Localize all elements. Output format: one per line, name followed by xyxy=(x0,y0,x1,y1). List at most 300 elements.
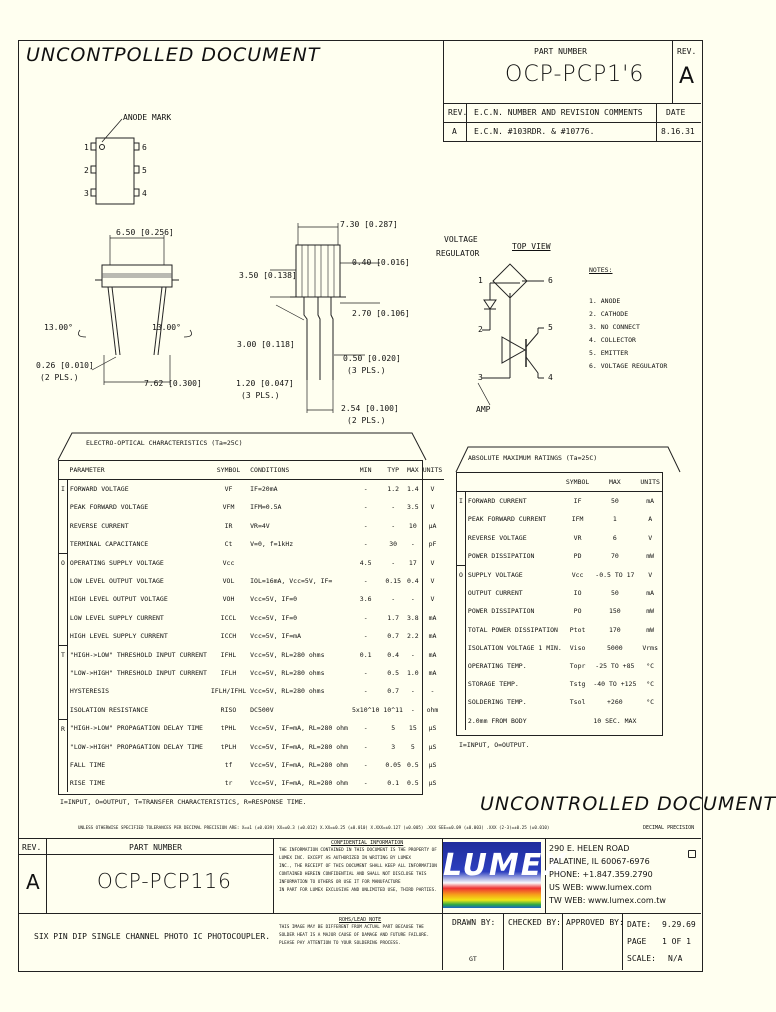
notes-title: NOTES: xyxy=(589,266,613,274)
electro-cell: mA xyxy=(428,613,437,622)
electro-cell: Vcc=5V, IF=0 xyxy=(250,613,298,622)
electro-cell: - xyxy=(410,540,415,549)
electro-cell: I xyxy=(59,480,67,499)
electro-cell: VOL xyxy=(222,577,235,586)
electro-cell: 10^11 xyxy=(383,705,403,714)
uncontrolled-document-title: UNCONTPOLLED DOCUMENT xyxy=(26,44,321,66)
lumex-logo-text: LUMEX xyxy=(443,848,569,883)
ecn-date: 8.16.31 xyxy=(661,127,695,136)
part-number: OCP-PCP1'6 xyxy=(505,62,645,87)
electro-cell: 3 xyxy=(391,742,396,751)
electro-header-cell: MIN xyxy=(350,461,381,480)
address-phone: PHONE: +1.847.359.2790 xyxy=(549,870,653,879)
absolute-cell: PO xyxy=(573,607,582,616)
absolute-row xyxy=(457,584,662,602)
electro-header-cell: CONDITIONS xyxy=(248,461,350,480)
scale-label: SCALE: xyxy=(627,954,656,963)
confidential-line-2: LUMEX INC. EXCEPT AS AUTHORIZED IN WRITING BY LUMEX xyxy=(279,856,411,861)
absolute-cell: 50 xyxy=(610,589,619,598)
address-line-1: 290 E. HELEN ROAD xyxy=(549,844,630,853)
anode-mark-label: ANODE MARK xyxy=(123,113,172,122)
electro-cell: LOW LEVEL OUTPUT VOLTAGE xyxy=(69,577,164,586)
absolute-cell: Vcc xyxy=(571,570,584,579)
electro-cell: µS xyxy=(428,724,437,733)
electro-cell: 0.1 xyxy=(359,650,372,659)
electro-cell: 1.2 xyxy=(387,485,400,494)
package-top-view xyxy=(80,110,160,205)
electro-cell xyxy=(59,756,67,774)
lumex-logo xyxy=(443,842,569,908)
electro-cell: - xyxy=(363,687,368,696)
absolute-cell: -40 TO +125 xyxy=(593,680,637,689)
absolute-cell: Tsol xyxy=(569,698,586,707)
electro-row xyxy=(59,627,444,646)
confidential-line-1: THE INFORMATION CONTAINED IN THIS DOCUMENT IS THE PROPERTY OF xyxy=(279,848,437,853)
electro-cell: 30 xyxy=(389,540,398,549)
address-us-web: US WEB: www.lumex.com xyxy=(549,883,652,892)
electro-row xyxy=(59,719,444,738)
absolute-cell xyxy=(457,529,465,547)
pin-label-6: 6 xyxy=(142,143,147,152)
ecn-rev: A xyxy=(452,127,457,136)
electro-cell: - xyxy=(410,705,415,714)
absolute-cell: V xyxy=(648,533,653,542)
electro-cell: - xyxy=(363,577,368,586)
dim-254-pls: (2 PLS.) xyxy=(347,416,386,425)
electro-row xyxy=(59,645,444,664)
absolute-cell: OPERATING TEMP. xyxy=(467,661,527,670)
absolute-cell: 5000 xyxy=(607,643,623,652)
electro-cell: Vcc=5V, RL=280 ohms xyxy=(250,650,325,659)
electro-cell: - xyxy=(363,724,368,733)
electro-cell: 1.4 xyxy=(406,485,419,494)
date-value: 9.29.69 xyxy=(662,920,696,929)
electro-cell: TERMINAL CAPACITANCE xyxy=(69,540,149,549)
absolute-header-cell: MAX xyxy=(591,473,638,492)
absolute-cell: mA xyxy=(646,589,655,598)
absolute-cell: 1 xyxy=(612,515,617,524)
electro-cell: Ct xyxy=(224,540,233,549)
absolute-cell: TOTAL POWER DISSIPATION xyxy=(467,625,558,634)
absolute-cell: Topr xyxy=(569,661,586,670)
address-tw-web: TW WEB: www.lumex.com.tw xyxy=(549,896,666,905)
top-view-label: TOP VIEW xyxy=(512,242,551,251)
electro-cell: 3.8 xyxy=(406,613,419,622)
electro-cell: T xyxy=(59,645,67,664)
absolute-cell xyxy=(457,657,465,675)
electro-cell: VR=4V xyxy=(250,521,270,530)
absolute-cell xyxy=(457,547,465,566)
angle-right: 13.00° xyxy=(152,323,181,332)
electro-cell: IOL=16mA, Vcc=5V, IF= xyxy=(250,577,333,586)
electro-cell: - xyxy=(363,521,368,530)
dim-050-pls: (3 PLS.) xyxy=(347,366,386,375)
dim-254: 2.54 [0.100] xyxy=(341,404,399,413)
ecn-header-date: DATE xyxy=(666,108,686,117)
scale-value: N/A xyxy=(668,954,683,963)
electro-cell: ICCH xyxy=(220,632,237,641)
absolute-cell: SUPPLY VOLTAGE xyxy=(467,570,523,579)
electro-cell: ICCL xyxy=(220,613,237,622)
electro-cell: pF xyxy=(428,540,437,549)
electro-row xyxy=(59,553,444,572)
electro-cell: Vcc=5V, IF=mA xyxy=(250,632,301,641)
absolute-cell: IFM xyxy=(571,515,584,524)
dim-650: 6.50 [0.256] xyxy=(116,228,174,237)
absolute-cell xyxy=(457,510,465,528)
electro-cell: - xyxy=(363,485,368,494)
absolute-cell: +260 xyxy=(607,698,623,707)
electro-cell: 0.4 xyxy=(406,577,419,586)
electro-row xyxy=(59,498,444,516)
pin-label-5: 5 xyxy=(142,166,147,175)
electro-cell: - xyxy=(363,742,368,751)
absolute-row xyxy=(457,711,662,729)
absolute-cell: °C xyxy=(646,680,655,689)
electro-footnote: I=INPUT, O=OUTPUT, T=TRANSFER CHARACTERISTICS, R=RESPONSE TIME. xyxy=(60,798,307,806)
electro-cell: 5 xyxy=(410,742,415,751)
dim-120-pls: (3 PLS.) xyxy=(241,391,280,400)
electro-cell: PEAK FORWARD VOLTAGE xyxy=(69,503,149,512)
electro-cell xyxy=(59,627,67,646)
page-value: 1 OF 1 xyxy=(662,937,691,946)
absolute-cell: mW xyxy=(646,607,655,616)
electro-cell: 0.7 xyxy=(387,632,400,641)
electro-cell: IR xyxy=(224,521,233,530)
bottom-rev-value: A xyxy=(26,870,40,894)
electro-cell: ohm xyxy=(426,705,439,714)
note-3: 3. NO CONNECT xyxy=(589,323,640,331)
note-1: 1. ANODE xyxy=(589,297,621,305)
ecn-comment: E.C.N. #103RDR. & #10776. xyxy=(474,127,595,136)
rohs-title: ROHS/LEAD NOTE xyxy=(339,917,382,923)
absolute-cell: POWER DISSIPATION xyxy=(467,552,535,561)
absolute-row xyxy=(457,657,662,675)
electro-row xyxy=(59,572,444,590)
schem-pin-4: 4 xyxy=(548,373,553,382)
electro-row xyxy=(59,590,444,608)
tolerance-note: UNLESS OTHERWISE SPECIFIED TOLERANCES PER DECIMAL PRECISION ARE: X=±1 (±0.039) XX=±0.3 (±0.012) X.XX=±0.25 (±0.010) X.XXX=±0.127 (±0.005) .XXX SEE=±0.09 (±0.003) .XXX (2-3)=±0.25 (±0.010) xyxy=(78,825,550,830)
electro-cell: HIGH LEVEL SUPPLY CURRENT xyxy=(69,632,168,641)
electro-cell: "LOW->HIGH" THRESHOLD INPUT CURRENT xyxy=(69,669,207,678)
dim-300: 3.00 [0.118] xyxy=(237,340,295,349)
absolute-cell: V xyxy=(648,570,653,579)
absolute-cell: VR xyxy=(573,533,582,542)
absolute-cell xyxy=(457,602,465,620)
electro-cell: O xyxy=(59,553,67,572)
voltage-regulator-label-2: REGULATOR xyxy=(436,249,480,258)
absolute-cell: °C xyxy=(646,661,655,670)
electro-cell xyxy=(59,682,67,700)
electro-cell: V xyxy=(430,485,435,494)
electro-cell: Vcc=5V, IF=mA, RL=280 ohm xyxy=(250,761,348,770)
absolute-cell: ISOLATION VOLTAGE 1 MIN. xyxy=(467,643,562,652)
date-label: DATE: xyxy=(627,920,652,929)
electro-cell: µS xyxy=(428,742,437,751)
note-5: 5. EMITTER xyxy=(589,349,629,357)
dim-120: 1.20 [0.047] xyxy=(236,379,294,388)
absolute-cell: REVERSE VOLTAGE xyxy=(467,533,527,542)
absolute-row xyxy=(457,492,662,511)
dim-050: 0.50 [0.020] xyxy=(343,354,401,363)
absolute-cell: OUTPUT CURRENT xyxy=(467,589,523,598)
electro-row xyxy=(59,738,444,756)
absolute-cell: 170 xyxy=(608,625,621,634)
uncontrolled-document-bottom: UNCONTROLLED DOCUMENT xyxy=(480,793,776,815)
absolute-cell: -0.5 TO 17 xyxy=(595,570,635,579)
absolute-cell xyxy=(457,584,465,602)
ecn-header-rev: REV. xyxy=(448,108,468,117)
absolute-cell: PEAK FORWARD CURRENT xyxy=(467,515,547,524)
absolute-row xyxy=(457,602,662,620)
electro-cell: "HIGH->LOW" THRESHOLD INPUT CURRENT xyxy=(69,650,207,659)
schem-pin-1: 1 xyxy=(478,276,483,285)
electro-row xyxy=(59,480,444,499)
absolute-table xyxy=(457,473,662,730)
electro-cell: VF xyxy=(224,485,233,494)
electro-cell: 0.4 xyxy=(387,650,400,659)
electro-cell xyxy=(59,590,67,608)
electro-cell: IF=20mA xyxy=(250,485,278,494)
rohs-line-2: SOLDER HEAT IS A MAJOR CAUSE OF DAMAGE AND FUTURE FAILURE. xyxy=(279,933,430,938)
electro-cell: RISE TIME xyxy=(69,779,106,788)
electro-cell: 5x10^10 xyxy=(351,705,380,714)
part-description: SIX PIN DIP SINGLE CHANNEL PHOTO IC PHOTOCOUPLER. xyxy=(34,932,271,941)
electro-cell: FORWARD VOLTAGE xyxy=(69,485,129,494)
confidential-line-3: INC., THE RECEIPT OF THIS DOCUMENT SHALL KEEP ALL INFORMATION xyxy=(279,864,437,869)
schem-pin-6: 6 xyxy=(548,276,553,285)
rev-label: REV. xyxy=(677,47,697,56)
electro-cell xyxy=(59,572,67,590)
electro-cell: VFM xyxy=(222,503,235,512)
electro-cell: DC500V xyxy=(250,705,274,714)
confidential-title: CONFIDENTIAL INFORMATION xyxy=(331,840,404,846)
electro-cell: Vcc=5V, IF=0 xyxy=(250,595,298,604)
absolute-footnote: I=INPUT, O=OUTPUT. xyxy=(459,741,530,749)
electro-cell: 15 xyxy=(408,724,417,733)
electro-cell: R xyxy=(59,719,67,738)
absolute-cell: 50 xyxy=(610,497,619,506)
electro-cell: µS xyxy=(428,779,437,788)
electro-header-cell: UNITS xyxy=(421,461,445,480)
pin-label-3: 3 xyxy=(84,189,89,198)
electro-row xyxy=(59,609,444,627)
absolute-cell xyxy=(457,711,465,729)
electro-cell: - xyxy=(363,503,368,512)
electro-cell xyxy=(59,498,67,516)
absolute-cell: °C xyxy=(646,698,655,707)
electro-header-cell: MAX xyxy=(405,461,421,480)
dim-270: 2.70 [0.106] xyxy=(352,309,410,318)
electro-cell: tPLH xyxy=(220,742,237,751)
absolute-cell: -25 TO +85 xyxy=(595,661,635,670)
electro-cell: Vcc=5V, RL=280 ohms xyxy=(250,669,325,678)
approved-by-label: APPROVED BY: xyxy=(566,918,624,927)
absolute-cell: 70 xyxy=(610,552,619,561)
absolute-header-cell: SYMBOL xyxy=(564,473,591,492)
note-2: 2. CATHODE xyxy=(589,310,629,318)
electro-header-cell xyxy=(59,461,67,480)
electro-cell: V xyxy=(430,558,435,567)
absolute-cell: POWER DISSIPATION xyxy=(467,607,535,616)
electro-row xyxy=(59,535,444,554)
absolute-cell: mA xyxy=(646,497,655,506)
drawn-by-value: GT xyxy=(469,955,477,963)
electro-cell: µS xyxy=(428,761,437,770)
schem-pin-5: 5 xyxy=(548,323,553,332)
absolute-cell: IF xyxy=(573,497,582,506)
electro-cell: V=0, f=1kHz xyxy=(250,540,294,549)
absolute-cell: PD xyxy=(573,552,582,561)
electro-row xyxy=(59,700,444,719)
dim-350: 3.50 [0.138] xyxy=(239,271,297,280)
voltage-regulator-label-1: VOLTAGE xyxy=(444,235,478,244)
electro-header-cell: TYP xyxy=(381,461,405,480)
absolute-row xyxy=(457,693,662,711)
pin-label-1: 1 xyxy=(84,143,89,152)
electro-cell: - xyxy=(430,687,435,696)
electro-header-cell: SYMBOL xyxy=(209,461,248,480)
electro-cell: 0.5 xyxy=(387,669,400,678)
electro-cell: 5 xyxy=(391,724,396,733)
electro-row xyxy=(59,756,444,774)
checked-by-label: CHECKED BY: xyxy=(508,918,561,927)
electro-cell: Vcc xyxy=(222,558,235,567)
electro-cell: mA xyxy=(428,650,437,659)
absolute-header-cell xyxy=(457,473,465,492)
electro-cell: 3.5 xyxy=(406,503,419,512)
electro-cell: ISOLATION RESISTANCE xyxy=(69,705,149,714)
absolute-cell xyxy=(457,693,465,711)
absolute-cell xyxy=(638,711,662,729)
part-number-label: PART NUMBER xyxy=(534,47,587,56)
drawn-by-label: DRAWN BY: xyxy=(452,918,496,927)
absolute-cell: mW xyxy=(646,552,655,561)
electro-row xyxy=(59,682,444,700)
absolute-row xyxy=(457,547,662,566)
electro-cell xyxy=(59,738,67,756)
note-4: 4. COLLECTOR xyxy=(589,336,636,344)
electro-cell: 17 xyxy=(408,558,417,567)
electro-cell: - xyxy=(391,595,396,604)
amp-label: AMP xyxy=(476,405,491,414)
electro-cell: 0.15 xyxy=(385,577,401,586)
ecn-header-comments: E.C.N. NUMBER AND REVISION COMMENTS xyxy=(474,108,643,117)
electro-cell: tf xyxy=(224,761,233,770)
electro-cell: 0.05 xyxy=(385,761,401,770)
absolute-cell: FORWARD CURRENT xyxy=(467,497,527,506)
electro-cell: - xyxy=(410,595,415,604)
electro-cell: - xyxy=(363,761,368,770)
electro-cell: IFHL xyxy=(220,650,237,659)
absolute-cell: Ptot xyxy=(569,625,586,634)
absolute-cell: I xyxy=(457,492,465,511)
rev-value: A xyxy=(679,64,695,89)
electro-cell: FALL TIME xyxy=(69,761,106,770)
electro-cell: - xyxy=(391,503,396,512)
electro-cell: - xyxy=(363,779,368,788)
bottom-part-number: OCP-PCP116 xyxy=(97,869,232,893)
electro-cell: 0.5 xyxy=(406,761,419,770)
electro-cell: REVERSE CURRENT xyxy=(69,521,129,530)
electro-cell: IFLH xyxy=(220,669,237,678)
electro-cell: - xyxy=(391,521,396,530)
absolute-row xyxy=(457,675,662,693)
electro-cell: Vcc=5V, IF=mA, RL=280 ohm xyxy=(250,779,348,788)
electro-cell: V xyxy=(430,577,435,586)
registered-mark xyxy=(688,850,696,858)
electro-cell: - xyxy=(391,558,396,567)
electro-cell: "HIGH->LOW" PROPAGATION DELAY TIME xyxy=(69,724,203,733)
schem-pin-3: 3 xyxy=(478,373,483,382)
electro-cell: 0.1 xyxy=(387,779,400,788)
electro-cell: HYSTERESIS xyxy=(69,687,110,696)
schematic-diagram xyxy=(470,255,570,415)
absolute-header-cell: UNITS xyxy=(638,473,662,492)
electro-title: ELECTRO-OPTICAL CHARACTERISTICS (Ta=25C) xyxy=(86,439,243,447)
electro-cell: 0.7 xyxy=(387,687,400,696)
electro-cell xyxy=(59,517,67,535)
absolute-cell: STORAGE TEMP. xyxy=(467,680,519,689)
confidential-line-4: CONTAINED HEREIN CONFIDENTIAL AND SHALL NOT DISCLOSE THIS xyxy=(279,872,427,877)
absolute-cell: O xyxy=(457,565,465,584)
page-label: PAGE xyxy=(627,937,647,946)
electro-cell: V xyxy=(430,503,435,512)
absolute-cell: A xyxy=(648,515,653,524)
dim-762: 7.62 [0.300] xyxy=(144,379,202,388)
absolute-cell xyxy=(457,621,465,639)
electro-cell: 3.6 xyxy=(359,595,372,604)
electro-cell: "LOW->HIGH" PROPAGATION DELAY TIME xyxy=(69,742,203,751)
electro-cell: IFLH/IFHL xyxy=(210,687,247,696)
electro-cell: µA xyxy=(428,521,437,530)
electro-cell: Vcc=5V, IF=mA, RL=280 ohm xyxy=(250,724,348,733)
electro-cell: IFM=0.5A xyxy=(250,503,282,512)
pin-label-4: 4 xyxy=(142,189,147,198)
electro-cell: - xyxy=(363,613,368,622)
electro-row xyxy=(59,664,444,682)
electro-cell xyxy=(59,700,67,719)
electro-cell: 1.7 xyxy=(387,613,400,622)
electro-cell: RISO xyxy=(220,705,237,714)
electro-row xyxy=(59,517,444,535)
electro-cell: tr xyxy=(224,779,233,788)
electro-cell: 1.0 xyxy=(406,669,419,678)
electro-cell: - xyxy=(410,687,415,696)
angle-left: 13.00° xyxy=(44,323,73,332)
electro-cell: 10 xyxy=(408,521,417,530)
absolute-cell xyxy=(564,711,591,729)
electro-cell xyxy=(59,609,67,627)
electro-cell: Vcc=5V, IF=mA, RL=280 ohm xyxy=(250,742,348,751)
absolute-title: ABSOLUTE MAXIMUM RATINGS (Ta=25C) xyxy=(468,454,598,462)
electro-cell: - xyxy=(410,650,415,659)
absolute-cell: 6 xyxy=(612,533,617,542)
electro-cell: V xyxy=(430,595,435,604)
electro-cell: - xyxy=(363,632,368,641)
dim-026: 0.26 [0.010] xyxy=(36,361,94,370)
electro-row xyxy=(59,774,444,792)
rohs-line-3: PLEASE PAY ATTENTION TO YOUR SOLDERING PROCESS. xyxy=(279,941,401,946)
absolute-cell: 150 xyxy=(608,607,621,616)
absolute-cell: Viso xyxy=(569,643,586,652)
electro-cell: LOW LEVEL SUPPLY CURRENT xyxy=(69,613,164,622)
electro-cell xyxy=(59,664,67,682)
electro-cell: 4.5 xyxy=(359,558,372,567)
electro-cell: 0.5 xyxy=(406,779,419,788)
electro-header-cell: PARAMETER xyxy=(67,461,208,480)
dim-040: 0.40 [0.016] xyxy=(352,258,410,267)
